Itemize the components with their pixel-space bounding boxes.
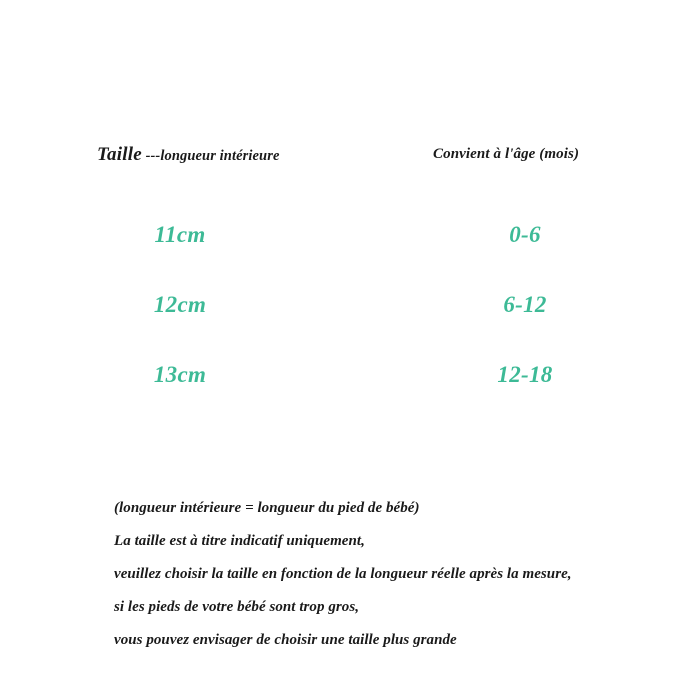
cell-size: 13cm xyxy=(153,362,207,387)
note-line: La taille est à titre indicatif uniquement, xyxy=(114,533,365,549)
table-row xyxy=(0,222,700,292)
note-line: veuillez choisir la taille en fonction de la longueur réelle après la mesure, xyxy=(114,566,572,582)
table-body xyxy=(0,222,700,432)
notes-block xyxy=(114,492,684,657)
cell-size: 12cm xyxy=(153,292,207,317)
cell-size: 11cm xyxy=(154,222,206,247)
size-column-header-sub: ---longueur intérieure xyxy=(141,148,280,164)
note-line: vous pouvez envisager de choisir une taille plus grande xyxy=(114,632,457,648)
table-row xyxy=(0,292,700,362)
table-header-row xyxy=(0,144,700,172)
age-column-header: Convient à l'âge (mois) xyxy=(433,146,580,162)
size-column-header-main: Taille xyxy=(97,144,142,165)
cell-age: 6-12 xyxy=(503,292,547,317)
cell-age: 0-6 xyxy=(509,222,541,247)
table-row xyxy=(0,362,700,432)
size-column-header xyxy=(97,144,280,166)
note-line: si les pieds de votre bébé sont trop gros, xyxy=(114,599,359,615)
note-line: (longueur intérieure = longueur du pied de bébé) xyxy=(114,500,420,516)
cell-age: 12-18 xyxy=(497,362,553,387)
